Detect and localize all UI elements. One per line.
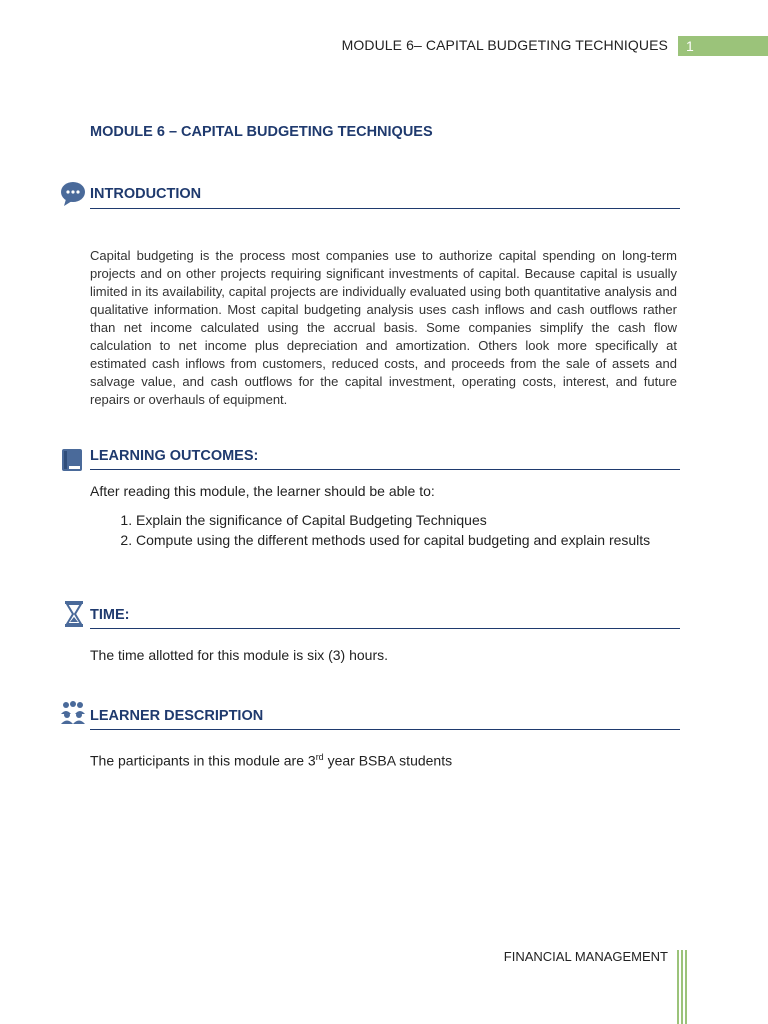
introduction-heading: INTRODUCTION bbox=[90, 186, 202, 202]
introduction-divider bbox=[90, 208, 680, 209]
speech-bubble-icon bbox=[58, 180, 86, 208]
time-divider bbox=[90, 628, 680, 629]
learning-outcomes-intro: After reading this module, the learner should be able to: bbox=[90, 483, 435, 499]
page-number: 1 bbox=[678, 36, 768, 56]
learning-outcomes-heading: LEARNING OUTCOMES: bbox=[90, 448, 259, 464]
learning-outcomes-list bbox=[90, 510, 716, 550]
ordinal-suffix: rd bbox=[315, 752, 324, 762]
learner-description-heading: LEARNER DESCRIPTION bbox=[90, 708, 264, 724]
footer-bar bbox=[685, 950, 687, 1024]
list-item: 2. Compute using the different methods used for capital budgeting and explain results bbox=[136, 530, 716, 550]
learner-description-divider bbox=[90, 729, 680, 730]
module-title: MODULE 6 – CAPITAL BUDGETING TECHNIQUES bbox=[90, 124, 433, 140]
book-icon bbox=[58, 446, 86, 474]
learner-description-text-before: The participants in this module are 3 bbox=[90, 752, 316, 769]
time-section bbox=[58, 600, 680, 632]
footer-title: FINANCIAL MANAGEMENT bbox=[503, 949, 668, 964]
people-group-icon bbox=[58, 700, 86, 728]
footer-decoration bbox=[677, 950, 687, 1024]
footer-bar bbox=[677, 950, 679, 1024]
list-item: 1. Explain the significance of Capital Budgeting Techniques bbox=[136, 510, 716, 530]
learning-outcomes-divider bbox=[90, 469, 680, 470]
hourglass-icon bbox=[62, 600, 90, 628]
learning-outcomes-section bbox=[58, 444, 680, 474]
introduction-text: Capital budgeting is the process most companies use to authorize capital spending on long-term projects and on other projects requiring significant investments of capital. Because capital is usually limited in its availability, capital projects are individually evaluated using both quantitative analysis and qualitative information. Most capital budgeting analysis uses cash inflows and cash outflows rather than net income calculated using the accrual basis. Some companies simplify the cash flow calculation to net income plus depreciation and amortization. Others look more specifically at estimated cash inflows from customers, reduced costs, and proceeds from the sale of assets and salvage value, and cash outflows for the capital investment, operating costs, interest, and future repairs or overhauls of equipment. bbox=[90, 248, 677, 407]
time-heading: TIME: bbox=[90, 607, 130, 623]
learner-description-text-after: year BSBA students bbox=[323, 752, 453, 769]
footer-bar bbox=[681, 950, 683, 1024]
introduction-section bbox=[58, 180, 680, 210]
time-text: The time allotted for this module is six (3) hours. bbox=[90, 647, 389, 663]
learner-description-section bbox=[58, 700, 680, 732]
learner-description-text bbox=[90, 752, 452, 769]
header-title: MODULE 6– CAPITAL BUDGETING TECHNIQUES bbox=[341, 37, 668, 53]
